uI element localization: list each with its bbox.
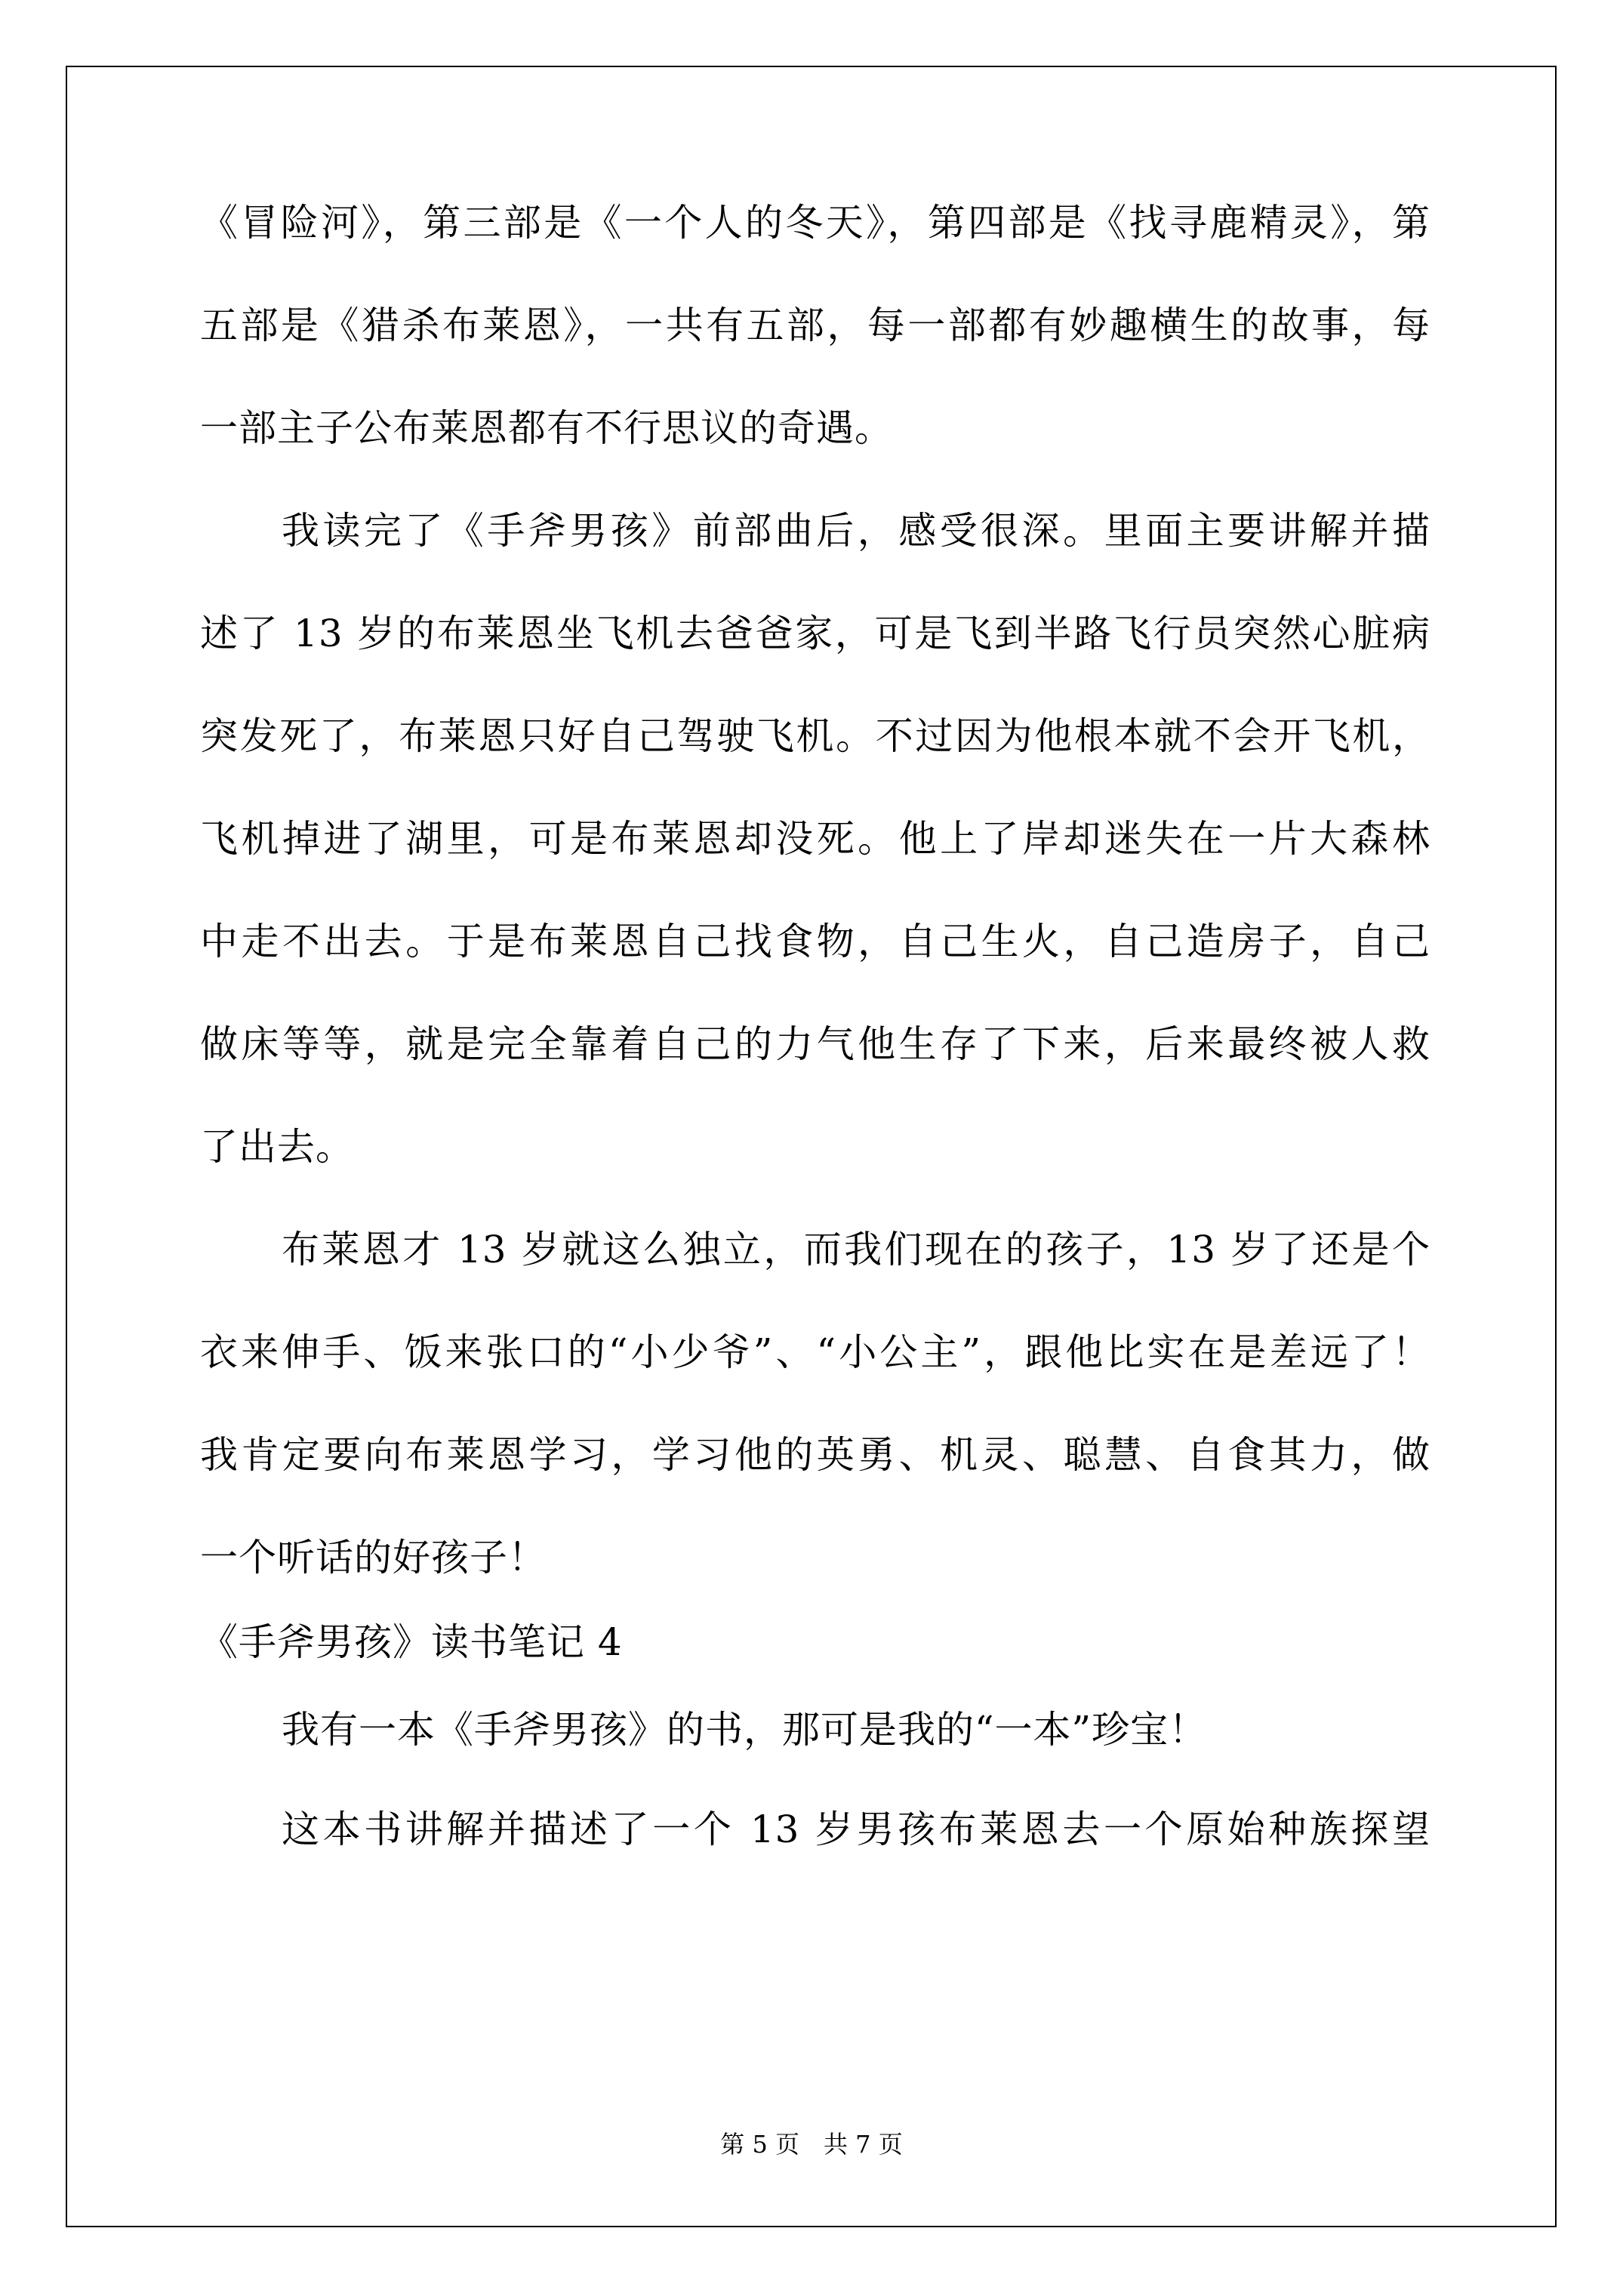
page-number-footer: 第 5 页 共 7 页 <box>720 2130 903 2159</box>
text-line: 述了 13 岁的布莱恩坐飞机去爸爸家，可是飞到半路飞行员突然心脏病 <box>200 612 1431 655</box>
text-line: 一个听话的好孩子！ <box>200 1536 547 1579</box>
text-line: 了出去。 <box>200 1125 354 1169</box>
text-line: 做床等等，就是完全靠着自己的力气他生存了下来，后来最终被人救 <box>200 1022 1431 1066</box>
paragraph-start-line: 我读完了《手斧男孩》前部曲后，感受很深。里面主要讲解并描 <box>282 509 1431 553</box>
paragraph-start-line: 布莱恩才 13 岁就这么独立，而我们现在的孩子，13 岁了还是个 <box>282 1228 1431 1271</box>
text-line: 《冒险河》，第三部是《一个人的冬天》，第四部是《找寻鹿精灵》，第 <box>200 201 1431 245</box>
paragraph-start-line: 这本书讲解并描述了一个 13 岁男孩布莱恩去一个原始种族探望 <box>282 1808 1431 1851</box>
text-line: 我肯定要向布莱恩学习，学习他的英勇、机灵、聪慧、自食其力，做 <box>200 1433 1431 1477</box>
text-line: 衣来伸手、饭来张口的“小少爷”、“小公主”，跟他比实在是差远了！ <box>200 1330 1431 1374</box>
text-line: 突发死了，布莱恩只好自己驾驶飞机。不过因为他根本就不会开飞机， <box>200 714 1431 758</box>
paragraph-start-line: 我有一本《手斧男孩》的书，那可是我的“一本”珍宝！ <box>282 1708 1208 1752</box>
text-line: 飞机掉进了湖里，可是布莱恩却没死。他上了岸却迷失在一片大森林 <box>200 817 1431 861</box>
text-line: 中走不出去。于是布莱恩自己找食物，自己生火，自己造房子，自己 <box>200 920 1431 963</box>
text-line: 五部是《猎杀布莱恩》，一共有五部，每一部都有妙趣横生的故事，每 <box>200 304 1431 347</box>
text-line: 一部主子公布莱恩都有不行思议的奇遇。 <box>200 406 893 450</box>
section-heading: 《手斧男孩》读书笔记 4 <box>200 1620 623 1664</box>
